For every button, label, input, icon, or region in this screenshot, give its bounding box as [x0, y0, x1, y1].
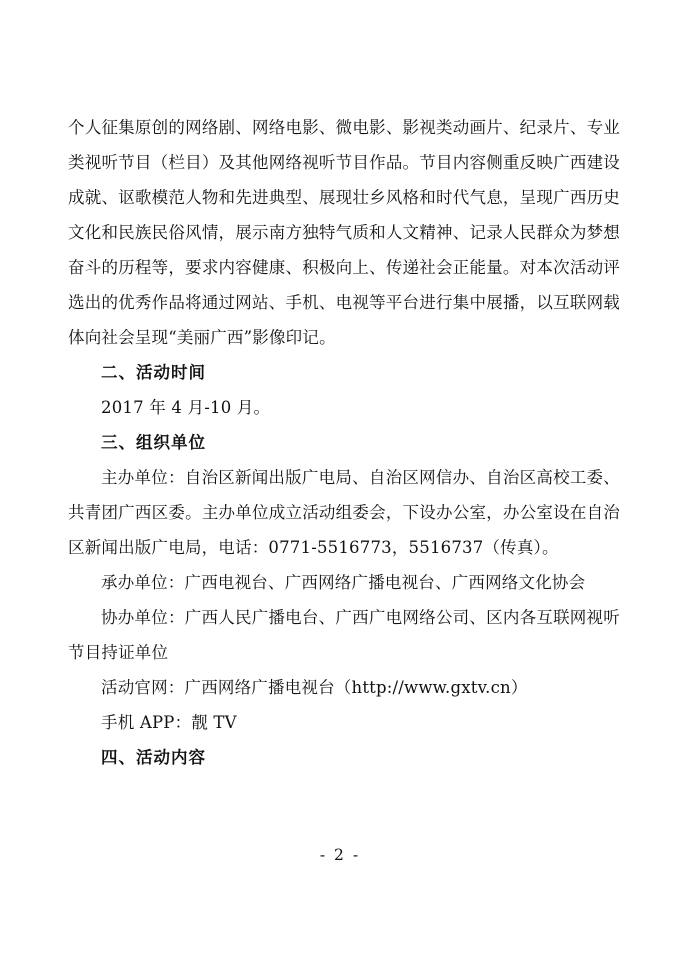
document-body: [68, 110, 620, 775]
heading-section-two: 二、活动时间: [101, 363, 206, 382]
paragraph-organizer-units: 承办单位：广西电视台、广西网络广播电视台、广西网络文化协会: [101, 573, 586, 592]
page-number: - 2 -: [319, 846, 361, 864]
paragraph-activity-time: 2017 年 4 月-10 月。: [101, 398, 271, 417]
heading-section-three: 三、组织单位: [101, 433, 206, 452]
heading-section-four: 四、活动内容: [101, 748, 206, 767]
paragraph-official-site: 活动官网：广西网络广播电视台（http://www.gxtv.cn）: [101, 678, 528, 697]
paragraph-coorganizer-units: 协办单位：广西人民广播电台、广西广电网络公司、区内各互联网视听节目持证单位: [68, 608, 620, 662]
paragraph-host-units: 主办单位：自治区新闻出版广电局、自治区网信办、自治区高校工委、共青团广西区委。主办单位成立活动组委会，下设办公室，办公室设在自治区新闻出版广电局，电话：0771-5516773，5516737（传真）。: [68, 468, 620, 557]
paragraph-mobile-app: 手机 APP：靓 TV: [101, 713, 237, 732]
paragraph-intro: 个人征集原创的网络剧、网络电影、微电影、影视类动画片、纪录片、专业类视听节目（栏目）及其他网络视听节目作品。节目内容侧重反映广西建设成就、讴歌模范人物和先进典型、展现壮乡风格和时代气息，呈现广西历史文化和民族民俗风情，展示南方独特气质和人文精神、记录人民群众为梦想奋斗的历程等，要求内容健康、积极向上、传递社会正能量。对本次活动评选出的优秀作品将通过网站、手机、电视等平台进行集中展播，以互联网载体向社会呈现“美丽广西”影像印记。: [68, 118, 620, 347]
